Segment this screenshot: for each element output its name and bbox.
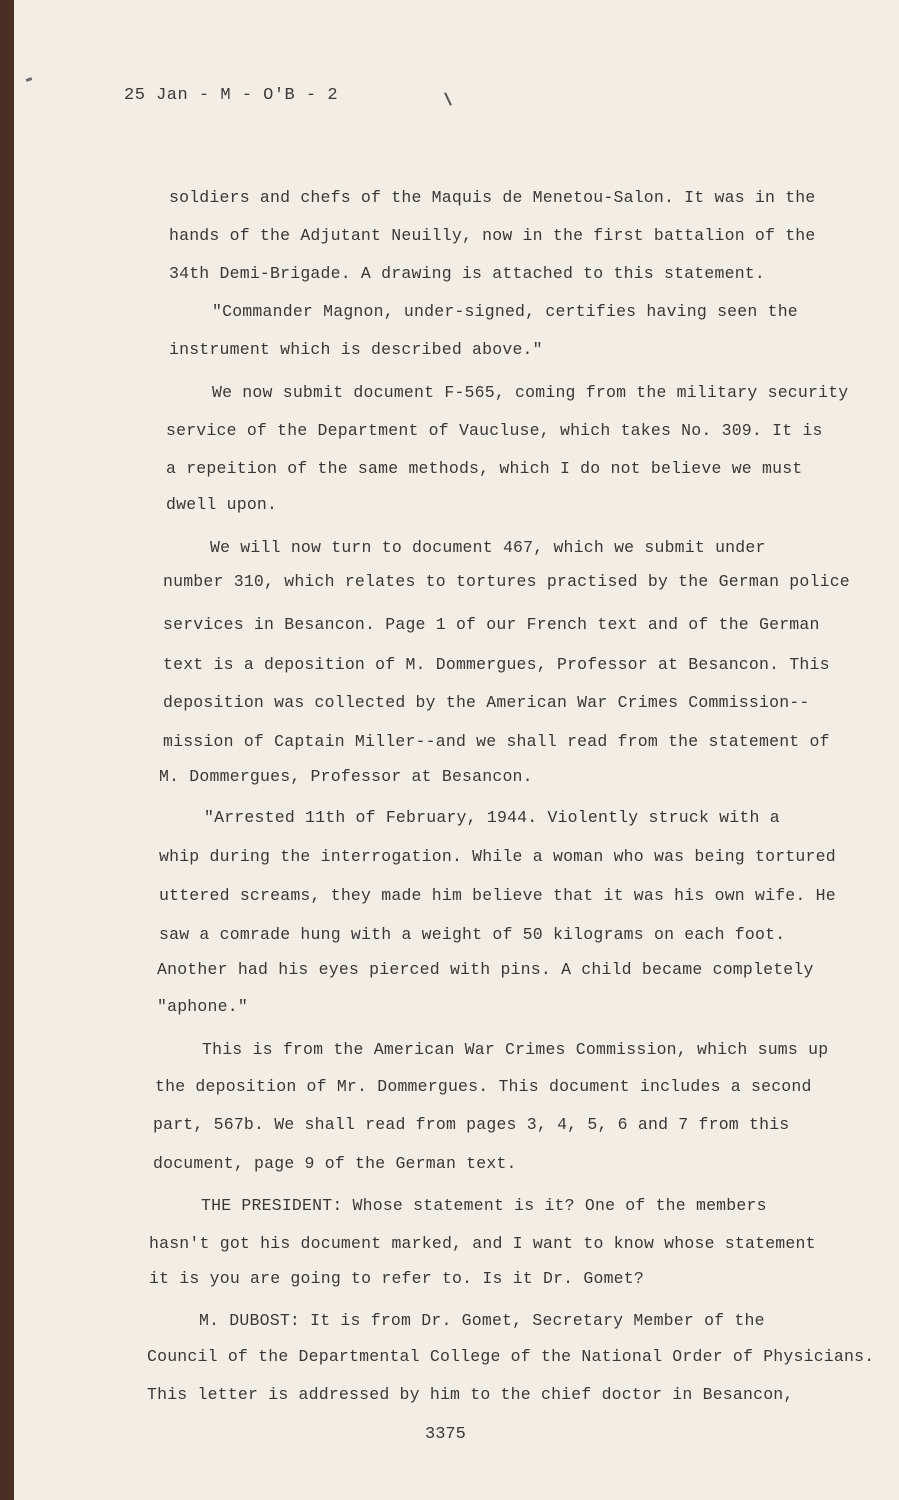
text-line: M. Dommergues, Professor at Besancon. bbox=[159, 767, 533, 786]
text-line: hasn't got his document marked, and I want to know whose statement bbox=[149, 1234, 816, 1253]
pen-tick-mark bbox=[444, 92, 452, 106]
text-line: 34th Demi-Brigade. A drawing is attached to this statement. bbox=[169, 264, 765, 283]
text-line: We now submit document F-565, coming from the military security bbox=[212, 383, 849, 402]
text-line: This is from the American War Crimes Commission, which sums up bbox=[202, 1040, 829, 1059]
text-line: mission of Captain Miller--and we shall read from the statement of bbox=[163, 732, 830, 751]
text-line: saw a comrade hung with a weight of 50 kilograms on each foot. bbox=[159, 925, 786, 944]
text-line: number 310, which relates to tortures practised by the German police bbox=[163, 572, 850, 591]
text-line: Another had his eyes pierced with pins. A child became completely bbox=[157, 960, 814, 979]
text-line: part, 567b. We shall read from pages 3, 4, 5, 6 and 7 from this bbox=[153, 1115, 790, 1134]
text-line: it is you are going to refer to. Is it Dr. Gomet? bbox=[149, 1269, 644, 1288]
text-line: services in Besancon. Page 1 of our French text and of the German bbox=[163, 615, 820, 634]
text-line: "aphone." bbox=[157, 997, 248, 1016]
text-line: This letter is addressed by him to the chief doctor in Besancon, bbox=[147, 1385, 794, 1404]
text-line: instrument which is described above." bbox=[169, 340, 543, 359]
text-line: "Arrested 11th of February, 1944. Violently struck with a bbox=[204, 808, 780, 827]
text-line: THE PRESIDENT: Whose statement is it? One of the members bbox=[201, 1196, 767, 1215]
text-line: deposition was collected by the American War Crimes Commission-- bbox=[163, 693, 810, 712]
text-line: dwell upon. bbox=[166, 495, 278, 514]
text-line: whip during the interrogation. While a woman who was being tortured bbox=[159, 847, 836, 866]
text-line: soldiers and chefs of the Maquis de Menetou-Salon. It was in the bbox=[169, 188, 816, 207]
text-line: We will now turn to document 467, which we submit under bbox=[210, 538, 766, 557]
text-line: a repeition of the same methods, which I do not believe we must bbox=[166, 459, 803, 478]
text-line: document, page 9 of the German text. bbox=[153, 1154, 517, 1173]
text-line: the deposition of Mr. Dommergues. This document includes a second bbox=[155, 1077, 812, 1096]
text-line: "Commander Magnon, under-signed, certifies having seen the bbox=[212, 302, 798, 321]
page-number: 3375 bbox=[425, 1425, 466, 1444]
text-line: text is a deposition of M. Dommergues, Professor at Besancon. This bbox=[163, 655, 830, 674]
corner-mark bbox=[26, 77, 33, 82]
text-line: hands of the Adjutant Neuilly, now in the first battalion of the bbox=[169, 226, 816, 245]
text-line: M. DUBOST: It is from Dr. Gomet, Secretary Member of the bbox=[199, 1311, 765, 1330]
page-header: 25 Jan - M - O'B - 2 bbox=[124, 86, 339, 105]
text-line: Council of the Departmental College of the National Order of Physicians. bbox=[147, 1347, 875, 1366]
text-line: service of the Department of Vaucluse, which takes No. 309. It is bbox=[166, 421, 823, 440]
text-line: uttered screams, they made him believe that it was his own wife. He bbox=[159, 886, 836, 905]
